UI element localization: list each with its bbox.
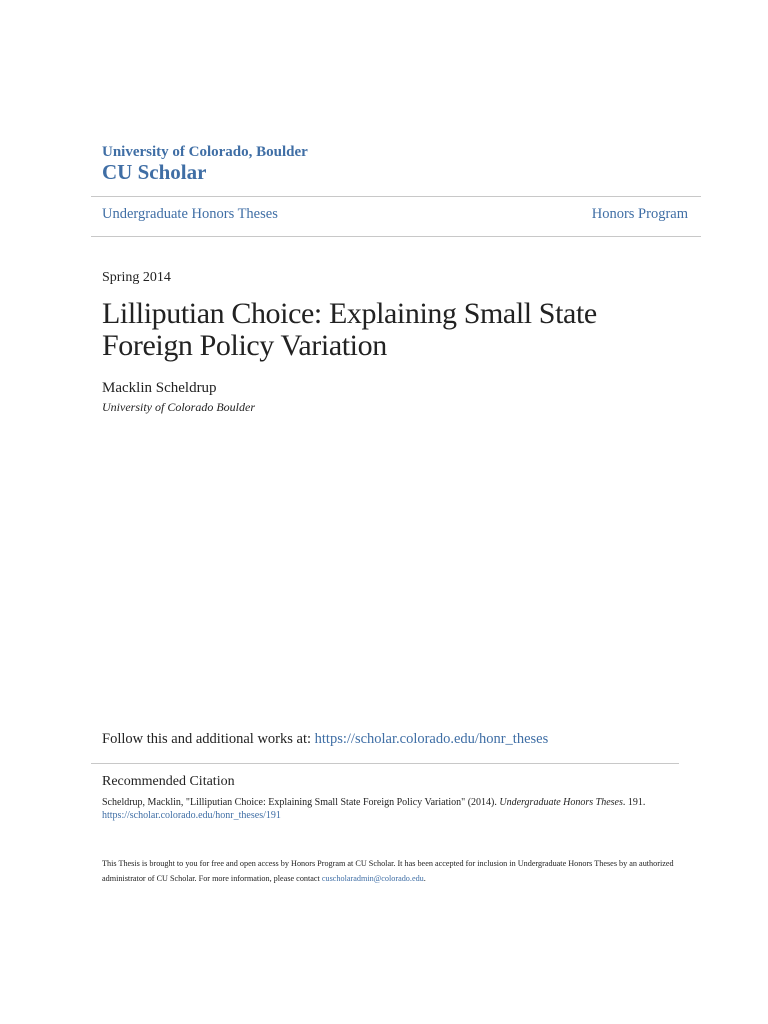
- citation-text: Scheldrup, Macklin, "Lilliputian Choice: Explaining Small State Foreign Policy Variation" (2014).: [102, 797, 497, 808]
- contact-email-link[interactable]: cuscholaradmin@colorado.edu: [321, 874, 424, 883]
- access-notice: [102, 856, 682, 886]
- program-link[interactable]: Honors Program: [591, 206, 688, 222]
- paper-title: Lilliputian Choice: Explaining Small State Foreign Policy Variation: [102, 297, 597, 362]
- publication-date: Spring 2014: [102, 270, 171, 285]
- citation-divider: [91, 763, 679, 764]
- follow-prefix: Follow this and additional works at:: [102, 731, 312, 747]
- author-name: Macklin Scheldrup: [102, 380, 217, 396]
- collection-link[interactable]: Undergraduate Honors Theses: [102, 206, 278, 222]
- follow-url-link[interactable]: https://scholar.colorado.edu/honr_theses: [314, 731, 549, 747]
- notice-end: .: [423, 874, 426, 883]
- citation-heading: Recommended Citation: [102, 774, 235, 789]
- citation-number: . 191.: [622, 797, 646, 808]
- follow-line: [102, 731, 548, 748]
- header-divider-top: [91, 196, 701, 197]
- notice-text: This Thesis is brought to you for free and open access by Honors Program at CU Scholar. It has been accepted for inclusion in Undergraduate Honors Theses by an authorized administrator of CU Scholar. For more information, please contact: [102, 859, 674, 883]
- header-divider-bottom: [91, 236, 701, 237]
- author-affiliation: University of Colorado Boulder: [102, 400, 255, 414]
- citation-block: [102, 796, 682, 822]
- citation-url-link[interactable]: https://scholar.colorado.edu/honr_theses/191: [102, 810, 281, 821]
- repository-name[interactable]: CU Scholar: [102, 160, 207, 184]
- citation-series: Undergraduate Honors Theses: [499, 797, 623, 808]
- institution-name[interactable]: University of Colorado, Boulder: [102, 144, 308, 160]
